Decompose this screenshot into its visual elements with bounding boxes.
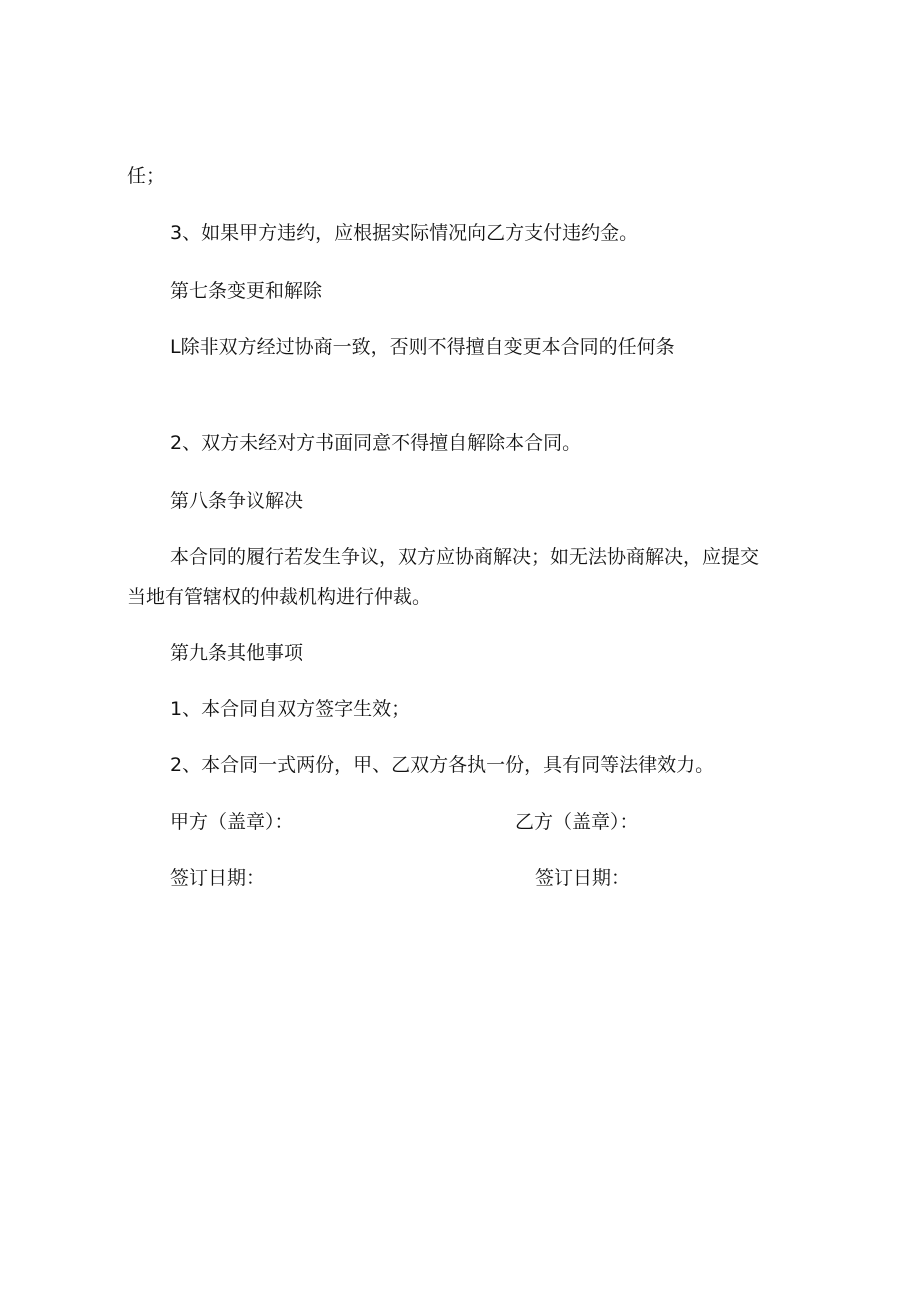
article-9-heading: 第九条其他事项	[170, 642, 304, 664]
party-b-seal-label: 乙方（盖章）：	[515, 811, 639, 833]
party-a-seal-label: 甲方（盖章）：	[170, 811, 294, 833]
article-7-item-2: 2、双方未经对方书面同意不得擅自解除本合同。	[170, 432, 582, 454]
party-b-date-label: 签订日期：	[535, 867, 631, 889]
article-9-item-2: 2、本合同一式两份，甲、乙双方各执一份，具有同等法律效力。	[170, 754, 715, 776]
article-9-item-1: 1、本合同自双方签字生效；	[170, 698, 411, 720]
clause-6-3: 3、如果甲方违约，应根据实际情况向乙方支付违约金。	[170, 222, 639, 244]
continuation-text: 任；	[127, 165, 166, 187]
article-7-item-1: L除非双方经过协商一致，否则不得擅自变更本合同的任何条	[170, 336, 675, 358]
article-8-body-line-1: 本合同的履行若发生争议，双方应协商解决；如无法协商解决，应提交	[170, 546, 760, 568]
party-a-date-label: 签订日期：	[170, 867, 266, 889]
article-8-body-line-2: 当地有管辖权的仲裁机构进行仲裁。	[127, 586, 432, 608]
article-7-heading: 第七条变更和解除	[170, 280, 323, 302]
article-8-heading: 第八条争议解决	[170, 490, 304, 512]
